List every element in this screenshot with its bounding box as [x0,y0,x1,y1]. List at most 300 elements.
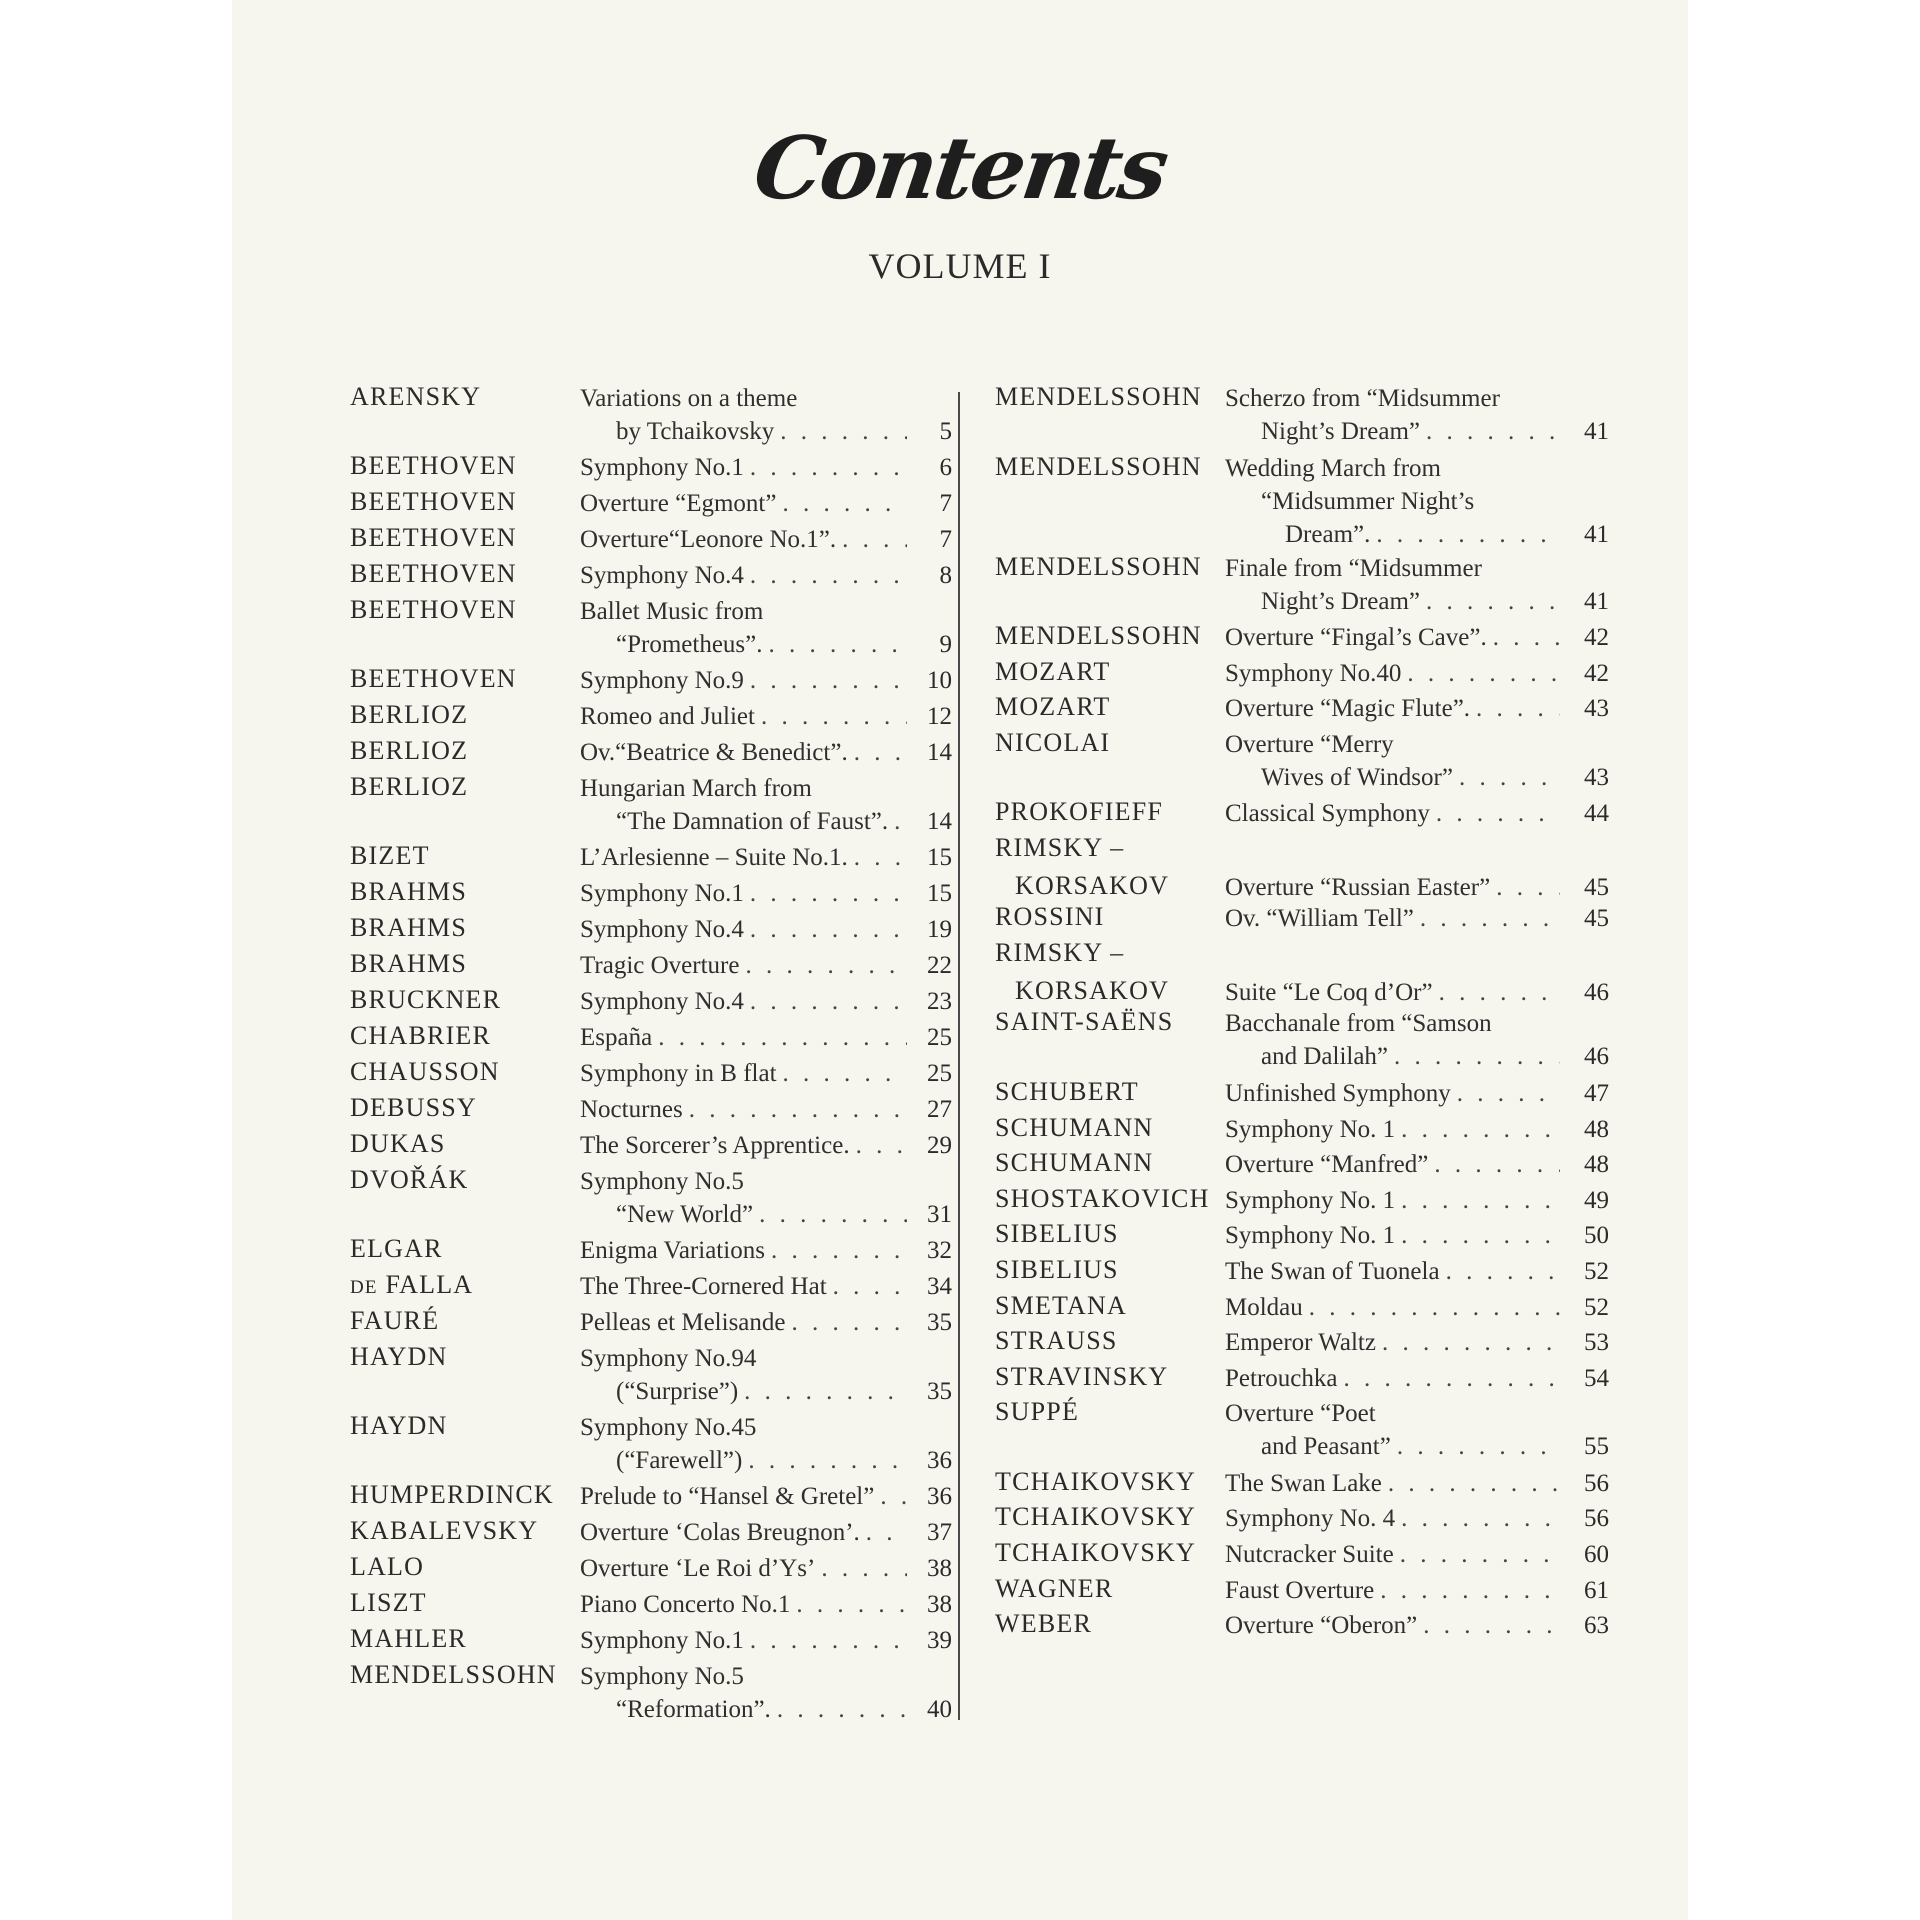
work-line: Overture “Magic Flute”. [1225,695,1471,723]
work-line: Overture “Russian Easter” [1225,873,1491,901]
work-line: The Swan Lake [1225,1469,1382,1497]
work-line: “Prometheus”. [616,631,763,658]
work-line: Tragic Overture [580,952,740,979]
dot-leader [750,451,907,484]
dot-leader [796,1588,907,1621]
composer-text-continued: KORSAKOV [1015,975,1170,1005]
work-line: Unfinished Symphony [1225,1079,1451,1107]
work-line: Faust Overture [1225,1576,1375,1604]
composer-text: SHOSTAKOVICH [995,1183,1210,1213]
composer-name [350,523,517,553]
work-line: Overture “Merry [1225,730,1394,758]
composer-name [350,772,468,802]
composer-name [995,657,1110,687]
composer-name [350,1129,446,1159]
work-title [580,1306,907,1339]
composer-name [350,559,517,589]
work-line: Overture“Leonore No.1”. [580,526,837,553]
composer-name [350,841,430,871]
composer-name [350,1270,473,1300]
composer-name [995,1219,1119,1249]
work-line: Symphony No. 1 [1225,1222,1396,1250]
composer-name [350,1234,443,1264]
composer-text: BRAHMS [350,877,468,906]
composer-text: BERLIOZ [350,772,469,801]
composer-name [350,1552,424,1582]
work-title [580,451,907,484]
composer-name [995,833,1169,901]
composer-text: BERLIOZ [350,700,469,729]
composer-name [350,1480,554,1510]
composer-text: SIBELIUS [995,1219,1119,1249]
composer-name [995,1538,1196,1568]
composer-name [995,1467,1196,1497]
work-title [580,985,907,1018]
dot-leader [1401,1502,1560,1535]
work-title [580,382,907,448]
work-line: Symphony No.5 [580,1663,744,1690]
work-line: Suite “Le Coq d’Or” [1225,978,1433,1006]
composer-text: LISZT [350,1588,427,1617]
work-title [1225,1538,1560,1571]
dot-leader [1493,621,1560,654]
page-number: 52 [1584,1257,1609,1285]
composer-name [995,1502,1196,1532]
composer-text: PROKOFIEFF [995,797,1164,827]
composer-name [350,1588,427,1618]
composer-text: BEETHOVEN [350,487,517,516]
page-number: 35 [927,1378,952,1405]
composer-name [350,1660,557,1690]
dot-leader [777,1693,907,1726]
work-title [580,1342,907,1408]
work-line: and Dalilah” [1261,1043,1389,1071]
work-title [580,1270,907,1303]
work-title [1225,621,1560,654]
dot-leader [1459,761,1560,794]
toc-entry [995,1148,1635,1184]
composer-name [350,1342,448,1372]
work-title [1225,728,1560,794]
toc-entry [995,552,1635,622]
composer-text: HAYDN [350,1342,448,1371]
dot-leader [750,877,907,910]
composer-text: BRAHMS [350,949,468,978]
composer-name [995,692,1110,722]
work-title [580,595,907,661]
dot-leader [1400,1538,1560,1571]
work-line: (“Surprise”) [616,1378,739,1405]
dot-leader [1446,1255,1560,1288]
dot-leader [750,985,907,1018]
composer-name [995,902,1105,932]
work-line: Enigma Variations [580,1237,765,1264]
page-number: 5 [939,418,952,445]
toc-entry [995,1255,1635,1291]
composer-text: DEBUSSY [350,1093,477,1122]
work-title [580,1165,907,1231]
contents-page [232,0,1688,1920]
composer-name [995,1397,1079,1427]
dot-leader [1309,1291,1560,1324]
composer-name [350,913,467,943]
toc-entry [995,1077,1635,1113]
composer-text: RIMSKY – [995,937,1125,967]
work-line: Night’s Dream” [1261,418,1420,445]
composer-name [995,1113,1153,1143]
composer-name [995,452,1202,482]
page-number: 56 [1584,1469,1609,1497]
page-number: 48 [1584,1115,1609,1143]
composer-name [350,1057,500,1087]
composer-name [995,1255,1119,1285]
composer-name [350,487,517,517]
work-line: The Three-Cornered Hat [580,1273,827,1300]
composer-name [350,382,481,412]
composer-name [995,1291,1127,1321]
work-line: L’Arlesienne – Suite No.1. [580,844,848,871]
work-line: Symphony No. 1 [1225,1115,1396,1143]
composer-text: MOZART [995,656,1111,686]
page-number: 38 [927,1591,952,1618]
dot-leader [833,1270,907,1303]
composer-name [350,1411,448,1441]
page-number: 10 [927,667,952,694]
work-line: Wives of Windsor” [1261,763,1453,791]
composer-text: BEETHOVEN [350,559,517,588]
dot-leader [761,700,907,733]
toc-entry [995,797,1635,833]
composer-name [350,1516,538,1546]
work-title [1225,657,1560,690]
composer-name [995,1609,1092,1639]
work-line: Emperor Waltz [1225,1329,1376,1357]
dot-leader [1436,797,1560,830]
work-title [1225,1007,1560,1073]
dot-leader [1420,902,1560,935]
work-title [580,559,907,592]
page-number: 56 [1584,1505,1609,1533]
work-title [1225,1609,1560,1642]
page-number: 50 [1584,1222,1609,1250]
page-number: 48 [1584,1151,1609,1179]
dot-leader [1434,1148,1560,1181]
work-title [580,1411,907,1477]
work-title [1225,1184,1560,1217]
composer-text: ELGAR [350,1234,443,1263]
dot-leader [854,841,907,874]
page-number: 22 [927,952,952,979]
dot-leader [768,628,907,661]
page-number: 35 [927,1309,952,1336]
dot-leader [1401,1219,1560,1252]
composer-name [995,1574,1113,1604]
dot-leader [689,1093,907,1126]
composer-name [350,985,501,1015]
dot-leader [1376,518,1560,551]
dot-leader [1423,1609,1560,1642]
toc-entry [995,728,1635,798]
composer-text: BEETHOVEN [350,595,517,624]
page-number: 31 [927,1201,952,1228]
composer-text: LALO [350,1552,425,1581]
page-number: 49 [1584,1186,1609,1214]
page-number: 54 [1584,1364,1609,1392]
work-title [1225,452,1560,551]
composer-name [350,700,468,730]
work-line: Romeo and Juliet [580,703,755,730]
work-title [1225,1397,1560,1463]
composer-text: BEETHOVEN [350,664,517,693]
dot-leader [1426,585,1560,618]
work-line: Hungarian March from [580,775,812,802]
toc-entry [995,938,1635,1008]
composer-name [350,877,467,907]
work-title [580,1624,907,1657]
work-title [580,1588,907,1621]
work-line: (“Farewell”) [616,1447,743,1474]
work-title [1225,1362,1560,1395]
dot-leader [771,1234,907,1267]
dot-leader [1380,1574,1560,1607]
work-line: Night’s Dream” [1261,587,1420,615]
toc-entry [995,657,1635,693]
work-line: Symphony No.1 [580,454,744,481]
work-title [580,1516,907,1549]
composer-text: STRAUSS [995,1326,1118,1356]
page-number: 53 [1584,1329,1609,1357]
work-line: Scherzo from “Midsummer [1225,385,1500,412]
work-line: Classical Symphony [1225,800,1430,828]
dot-leader [1407,657,1560,690]
work-title [580,877,907,910]
composer-name [350,595,517,625]
dot-leader [1343,1362,1560,1395]
toc-entry [995,1609,1635,1645]
work-title [580,841,907,874]
composer-name [995,552,1202,582]
work-title [1225,1148,1560,1181]
dot-leader [750,559,907,592]
page-number: 42 [1584,624,1609,651]
work-title [1225,1326,1560,1359]
dot-leader [894,805,907,838]
toc-entry [995,1184,1635,1220]
composer-text: KABALEVSKY [350,1516,539,1545]
work-line: Nutcracker Suite [1225,1541,1394,1568]
dot-leader [792,1306,908,1339]
toc-entry [995,1538,1635,1574]
page-number: 14 [927,739,952,766]
page-number: 8 [939,562,952,589]
composer-text: MAHLER [350,1624,467,1653]
work-title [580,1234,907,1267]
composer-name [995,382,1202,412]
work-line: Symphony in B flat [580,1060,777,1087]
composer-name [995,938,1169,1006]
dot-leader [821,1552,907,1585]
work-title [1225,692,1560,725]
page-number: 29 [927,1132,952,1159]
work-title [580,1093,907,1126]
composer-name [995,1362,1168,1392]
work-line: Symphony No.4 [580,562,744,589]
work-title [580,949,907,982]
dot-leader [750,664,907,697]
dot-leader [1457,1077,1560,1110]
work-title [1225,902,1560,935]
toc-entry [995,902,1635,938]
composer-text: SCHUMANN [995,1148,1154,1178]
dot-leader [1476,692,1560,725]
work-line: Symphony No.94 [580,1345,757,1372]
dot-leader [750,913,907,946]
page-number: 25 [927,1060,952,1087]
work-title [1225,938,1560,1009]
page-number: 43 [1584,695,1609,723]
page-number: 43 [1584,763,1609,791]
toc-entry [995,692,1635,728]
composer-text: TCHAIKOVSKY [995,1538,1196,1567]
work-line: Overture “Manfred” [1225,1151,1429,1179]
work-line: Nocturnes [580,1096,683,1123]
composer-text: WEBER [995,1609,1092,1639]
page-number: 42 [1584,659,1609,687]
composer-text: TCHAIKOVSKY [995,1466,1196,1496]
work-line: “Midsummer Night’s [1261,487,1475,515]
column-divider [958,392,960,1720]
dot-leader [1394,1040,1560,1073]
dot-leader [1397,1430,1560,1463]
composer-text: FALLA [385,1270,474,1299]
work-title [1225,1113,1560,1146]
composer-name [995,1326,1118,1356]
page-number: 44 [1584,800,1609,828]
work-line: Symphony No. 1 [1225,1186,1396,1214]
dot-leader [1426,415,1560,448]
composer-name [350,664,517,694]
dot-leader [1382,1326,1560,1359]
page-number: 45 [1584,905,1609,933]
page-number: 15 [927,880,952,907]
composer-text: SIBELIUS [995,1254,1119,1284]
dot-leader [783,1057,907,1090]
composer-text: SUPPÉ [995,1397,1080,1427]
page-number: 6 [939,454,952,481]
work-title [580,1480,907,1513]
page-number: 7 [939,526,952,553]
dot-leader [880,1480,907,1513]
dot-leader [854,736,907,769]
composer-text: BEETHOVEN [350,451,517,480]
toc-entry [995,1007,1635,1077]
work-line: Petrouchka [1225,1364,1338,1392]
work-line: España [580,1024,653,1051]
work-title [580,1021,907,1054]
work-line: Overture ‘Le Roi d’Ys’ [580,1555,816,1582]
page-number: 63 [1584,1612,1609,1640]
page-number: 19 [927,916,952,943]
composer-text: STRAVINSKY [995,1361,1169,1391]
page-number: 12 [927,703,952,730]
toc-entry [995,621,1635,657]
page-number: 9 [939,631,952,658]
page-number: 41 [1584,587,1609,615]
work-title [580,1552,907,1585]
composer-name [350,1165,468,1195]
toc-entry [995,452,1635,552]
page-number: 41 [1584,418,1609,445]
dot-leader [745,949,907,982]
composer-name [995,1007,1173,1037]
page-number: 52 [1584,1293,1609,1321]
composer-name [995,1077,1139,1107]
work-title [580,487,907,520]
dot-leader [658,1021,907,1054]
page-number: 37 [927,1519,952,1546]
dot-leader [856,1129,907,1162]
work-line: Ballet Music from [580,598,764,625]
composer-text: MENDELSSOHN [995,382,1202,411]
work-line: Finale from “Midsummer [1225,554,1482,582]
page-number: 41 [1584,520,1609,548]
dot-leader [750,1624,907,1657]
work-line: Symphony No.4 [580,916,744,943]
work-title [580,736,907,769]
composer-text: DVOŘÁK [350,1165,469,1194]
composer-name [350,451,517,481]
composer-name [350,1093,477,1123]
page-number: 61 [1584,1576,1609,1604]
page-number: 47 [1584,1079,1609,1107]
page-number: 55 [1584,1433,1609,1461]
toc-entry [995,1574,1635,1610]
composer-text: BERLIOZ [350,736,469,765]
composer-text: MENDELSSOHN [995,551,1202,581]
composer-text: ROSSINI [995,902,1105,932]
work-title [1225,797,1560,830]
work-line: Dream”. [1285,520,1371,548]
dot-leader [866,1516,907,1549]
composer-name [995,621,1202,651]
work-line: and Peasant” [1261,1433,1391,1461]
composer-name [350,1021,491,1051]
page-number: 45 [1584,873,1609,901]
work-title [1225,1255,1560,1288]
page-number: 36 [927,1483,952,1510]
work-line: “Reformation”. [616,1696,771,1723]
composer-name [995,797,1163,827]
work-line: Symphony No.1 [580,1627,744,1654]
page-number: 46 [1584,978,1609,1006]
work-title [1225,552,1560,618]
work-line: Moldau [1225,1293,1303,1321]
work-line: Bacchanale from “Samson [1225,1010,1492,1038]
composer-text: WAGNER [995,1573,1114,1603]
page-number: 39 [927,1627,952,1654]
work-line: Prelude to “Hansel & Gretel” [580,1483,875,1510]
work-line: Variations on a theme [580,385,798,412]
composer-text: FAURÉ [350,1306,440,1335]
work-title [1225,1502,1560,1535]
work-line: The Sorcerer’s Apprentice. [580,1132,850,1159]
work-line: Symphony No.9 [580,667,744,694]
dot-leader [780,415,907,448]
composer-text: SMETANA [995,1290,1127,1320]
page-title: Contents [748,118,1172,219]
composer-name [350,736,468,766]
toc-entry [995,1362,1635,1398]
